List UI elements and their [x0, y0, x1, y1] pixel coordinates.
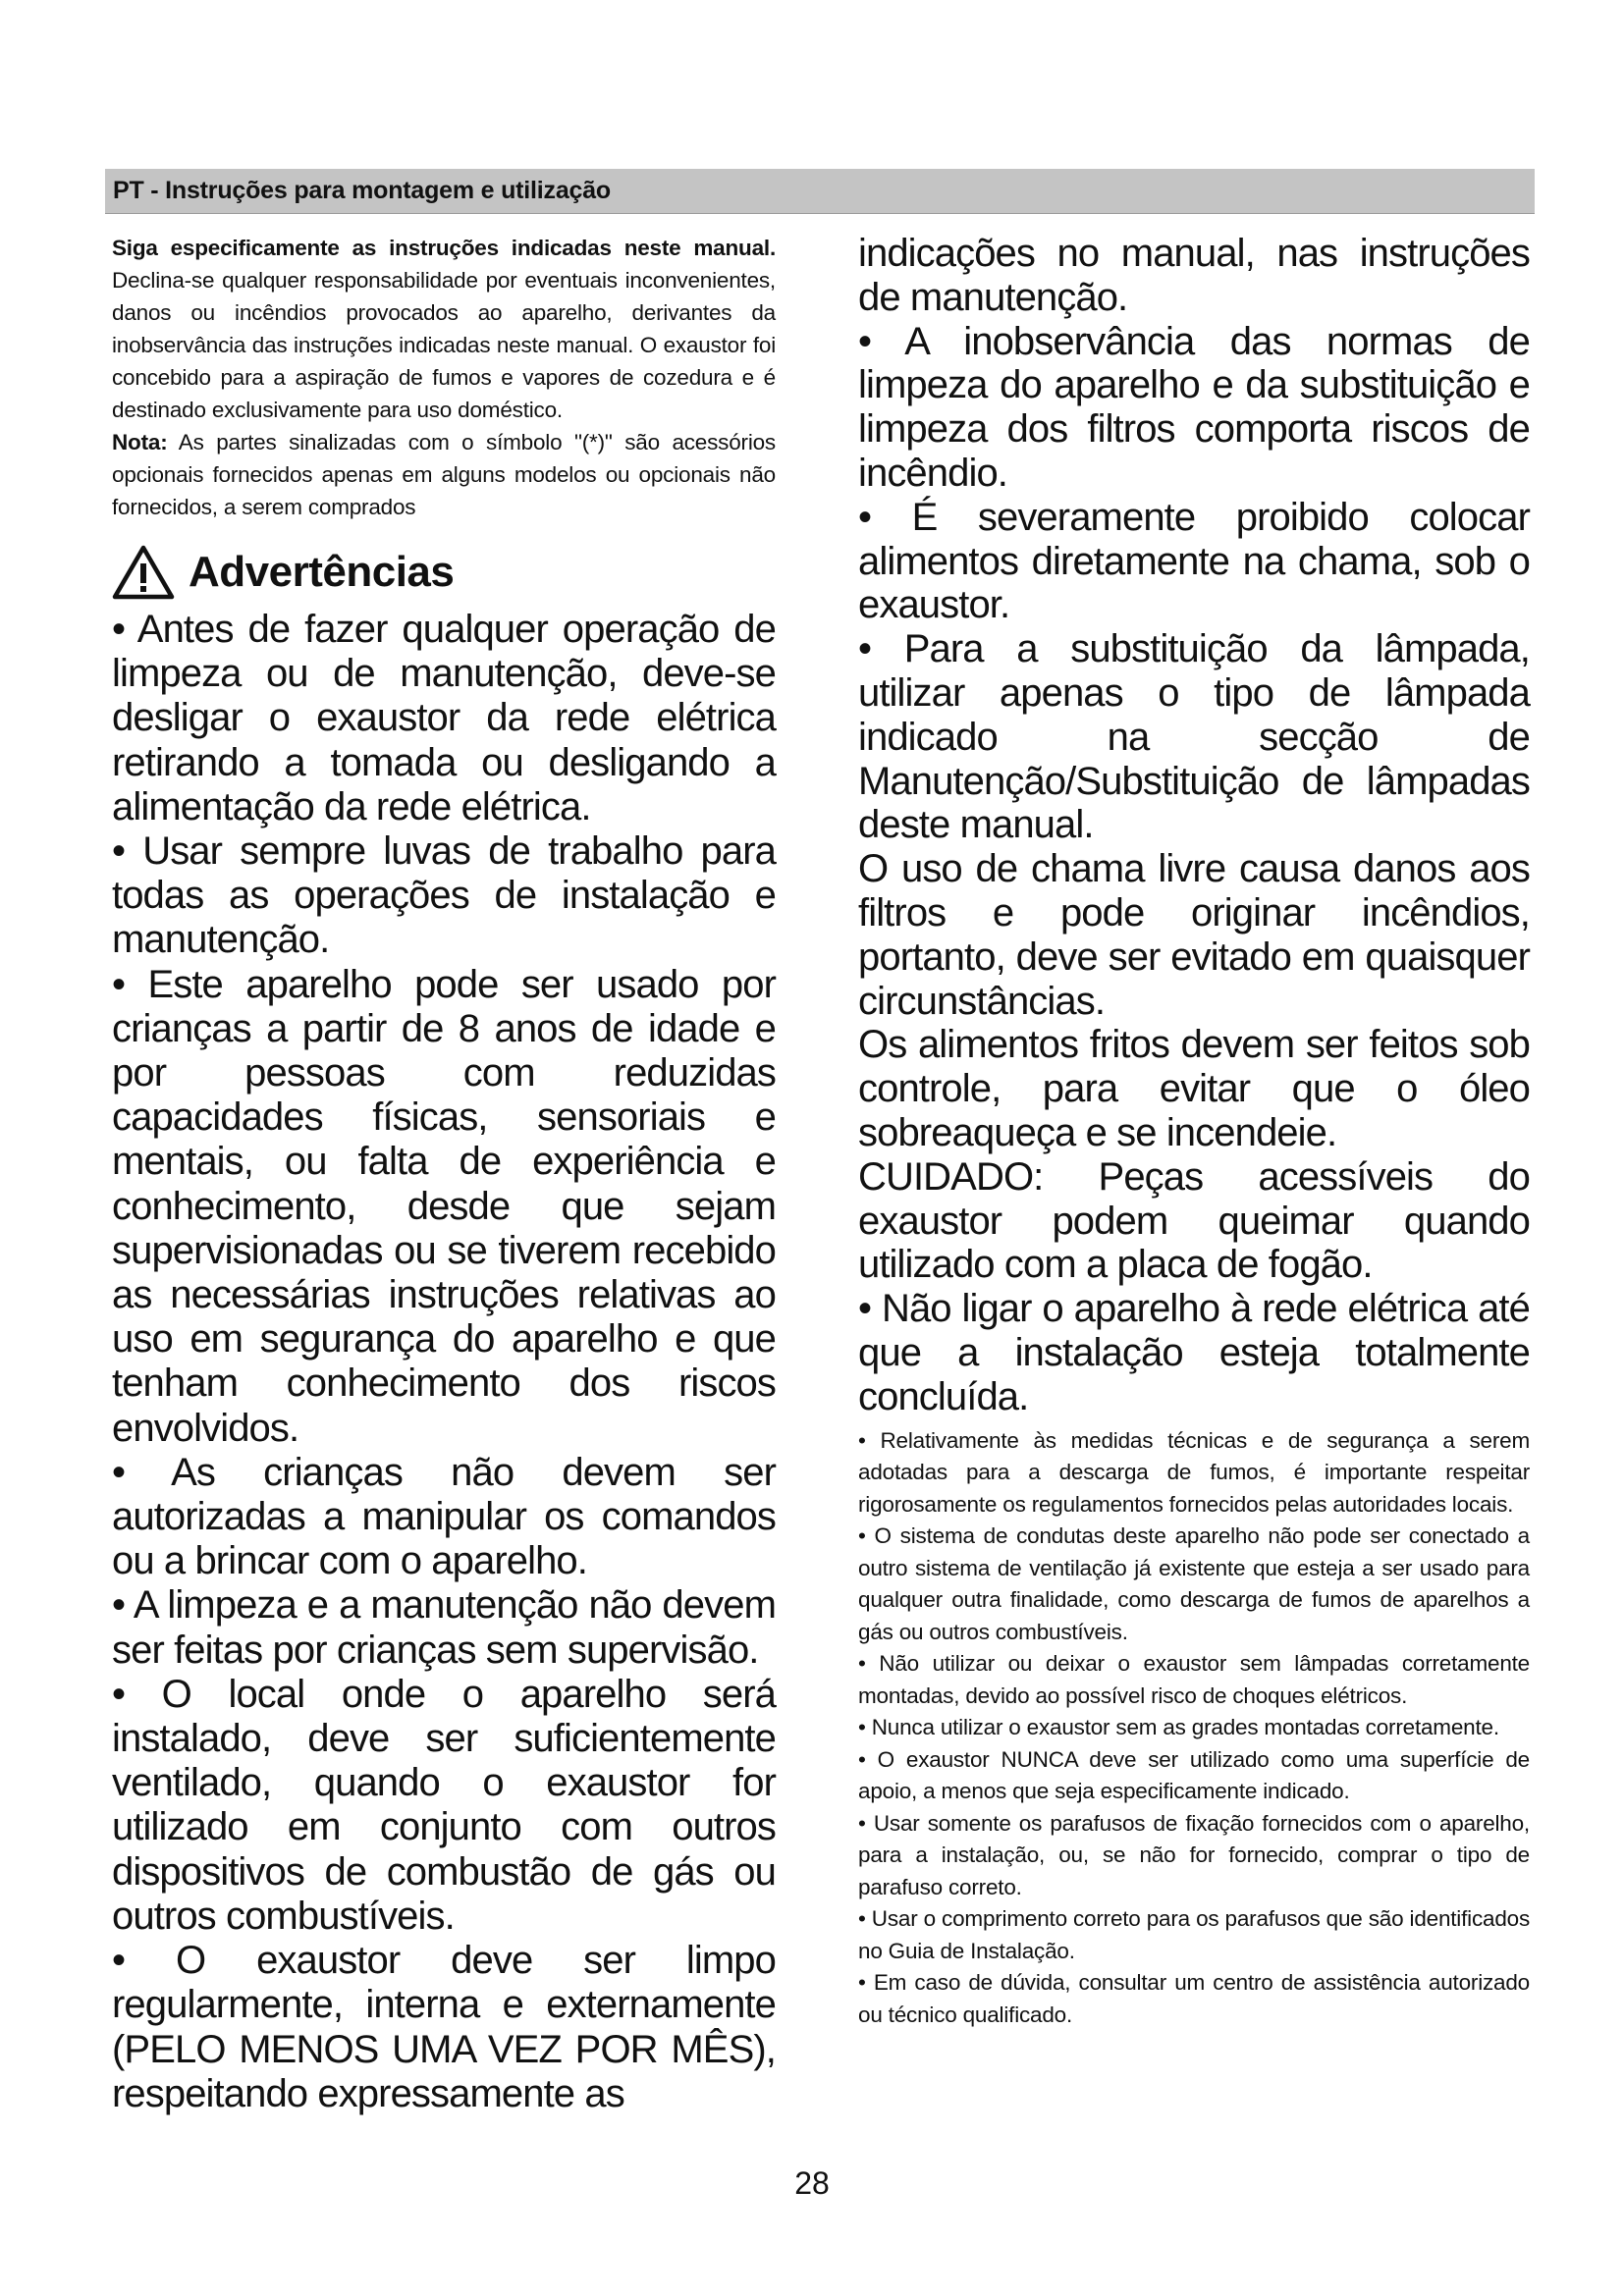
warning-item: • As crianças não devem ser autorizadas a manipular os comandos ou a brincar com o aparelho. [112, 1450, 776, 1583]
safety-note: • O sistema de condutas deste aparelho não pode ser conectado a outro sistema de ventilação já existente que esteja a ser usado para qualquer outra finalidade, como descarga de fumos de aparelhos a gás ou outros combustíveis. [858, 1523, 1530, 1644]
safety-note: • Relativamente às medidas técnicas e de segurança a serem adotadas para a descarga de fumos, é importante respeitar rigorosamente os regulamentos fornecidos pelas autoridades locais. [858, 1427, 1530, 1517]
safety-note: • O exaustor NUNCA deve ser utilizado como uma superfície de apoio, a menos que seja especificamente indicado. [858, 1746, 1530, 1804]
intro-bold-text: Siga especificamente as instruções indicadas neste manual. [112, 236, 776, 260]
safety-note: • Não utilizar ou deixar o exaustor sem lâmpadas corretamente montadas, devido ao possível risco de choques elétricos. [858, 1651, 1530, 1708]
safety-notes-list [858, 1425, 1530, 2032]
right-column [858, 232, 1530, 2031]
warning-item: • Usar sempre luvas de trabalho para todas as operações de instalação e manutenção. [112, 829, 776, 962]
warning-item: • O local onde o aparelho será instalado, deve ser suficientemente ventilado, quando o exaustor for utilizado em conjunto com outros dispositivos de combustão de gás ou outros combustíveis. [112, 1672, 776, 1938]
warnings-heading [112, 545, 776, 600]
warning-item: indicações no manual, nas instruções de manutenção. [858, 232, 1530, 319]
warning-item: • É severamente proibido colocar alimentos diretamente na chama, sob o exaustor. [858, 495, 1530, 627]
warning-triangle-icon [112, 545, 175, 600]
nota-paragraph [112, 426, 776, 523]
safety-note: • Usar somente os parafusos de fixação fornecidos com o aparelho, para a instalação, ou, se não for fornecido, comprar o tipo de parafuso correto. [858, 1810, 1530, 1899]
warning-item: • O exaustor deve ser limpo regularmente, interna e externamente (PELO MENOS UMA VEZ POR MÊS), respeitando expressamente as [112, 1939, 776, 2115]
warning-item: • Para a substituição da lâmpada, utilizar apenas o tipo de lâmpada indicado na secção de Manutenção/Substituição de lâmpadas deste manual. [858, 627, 1530, 847]
safety-note: • Em caso de dúvida, consultar um centro de assistência autorizado ou técnico qualificado. [858, 1970, 1530, 2027]
warning-item: • Este aparelho pode ser usado por crianças a partir de 8 anos de idade e por pessoas com reduzidas capacidades físicas, sensoriais e mentais, ou falta de experiência e conhecimento, desde que sejam supervisionadas ou se tiverem recebido as necessárias instruções relativas ao uso em segurança do aparelho e que tenham conhecimento dos riscos envolvidos. [112, 962, 776, 1450]
intro-block [112, 232, 776, 523]
warning-item: CUIDADO: Peças acessíveis do exaustor podem queimar quando utilizado com a placa de fogão. [858, 1154, 1530, 1287]
warning-item: • Não ligar o aparelho à rede elétrica até que a instalação esteja totalmente concluída. [858, 1287, 1530, 1418]
nota-text: As partes sinalizadas com o símbolo "(*)" são acessórios opcionais fornecidos apenas em alguns modelos ou opcionais não fornecidos, a serem comprados [112, 430, 776, 519]
section-title: PT - Instruções para montagem e utilização [113, 177, 612, 204]
safety-note: • Nunca utilizar o exaustor sem as grades montadas corretamente. [858, 1715, 1499, 1740]
left-column [112, 232, 776, 2116]
intro-text: Declina-se qualquer responsabilidade por eventuais inconvenientes, danos ou incêndios provocados ao aparelho, derivantes da inobservância das instruções indicadas neste manual. O exaustor foi concebido para a aspiração de fumos e vapores de cozedura e é destinado exclusivamente para uso doméstico. [112, 268, 776, 422]
warning-item: • A limpeza e a manutenção não devem ser feitas por crianças sem supervisão. [112, 1583, 776, 1672]
nota-label: Nota: [112, 430, 168, 454]
safety-note: • Usar o comprimento correto para os parafusos que são identificados no Guia de Instalação. [858, 1906, 1530, 1963]
page-number: 28 [794, 2165, 830, 2201]
section-header-bar [105, 169, 1535, 214]
intro-paragraph [112, 232, 776, 426]
warning-item: • A inobservância das normas de limpeza do aparelho e da substituição e limpeza dos filtros comporta riscos de incêndio. [858, 319, 1530, 495]
warnings-list [112, 608, 776, 2116]
warning-item: O uso de chama livre causa danos aos filtros e pode originar incêndios, portanto, deve ser evitado em quaisquer circunstâncias. [858, 847, 1530, 1023]
warnings-continued [858, 232, 1530, 1419]
warning-item: Os alimentos fritos devem ser feitos sob controle, para evitar que o óleo sobreaqueça e se incendeie. [858, 1023, 1530, 1154]
warning-item: • Antes de fazer qualquer operação de limpeza ou de manutenção, deve-se desligar o exaustor da rede elétrica retirando a tomada ou desligando a alimentação da rede elétrica. [112, 608, 776, 828]
warnings-title: Advertências [189, 548, 455, 596]
